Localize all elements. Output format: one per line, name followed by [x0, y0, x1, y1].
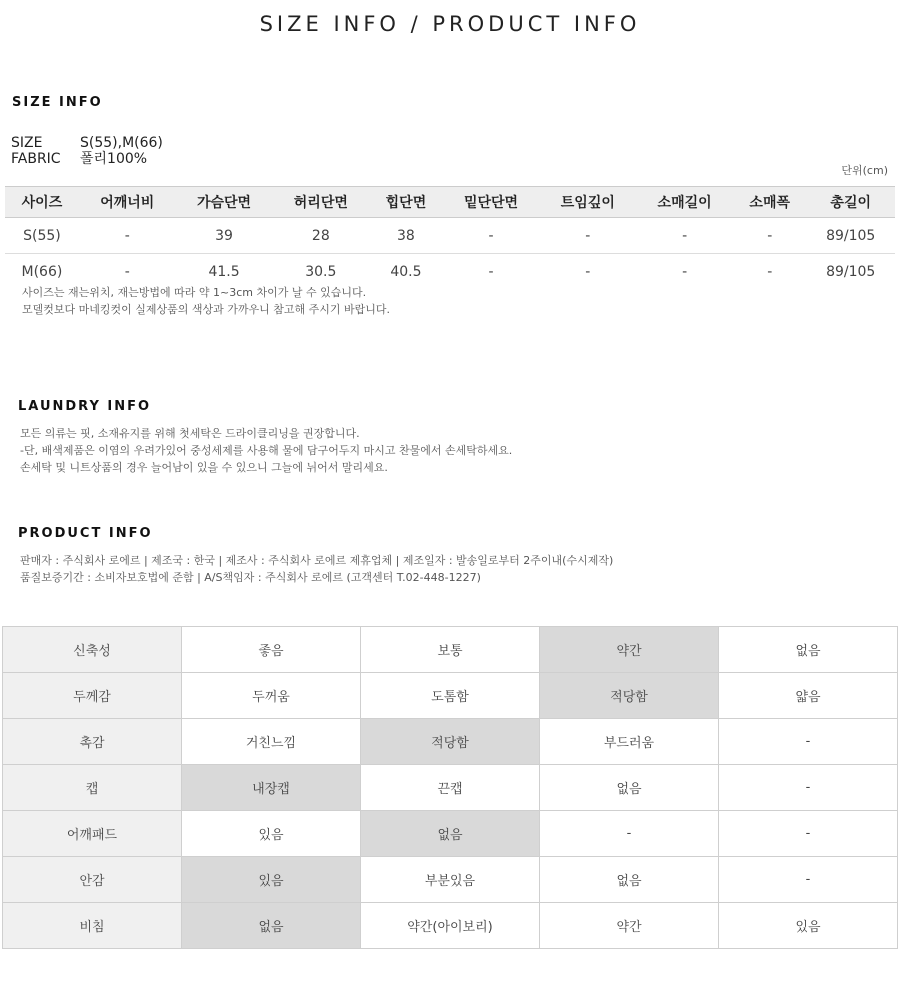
spec-size-value: S(55),M(66)	[80, 135, 163, 151]
size-table-header: 허리단면	[272, 187, 369, 218]
feature-option: 도톰함	[361, 673, 540, 719]
feature-option: 약간	[540, 903, 719, 949]
size-table	[5, 186, 895, 289]
feature-label: 캡	[3, 765, 182, 811]
size-table-header: 소매길이	[636, 187, 733, 218]
feature-row	[3, 719, 898, 765]
feature-option: -	[719, 811, 898, 857]
feature-row	[3, 903, 898, 949]
table-cell: 30.5	[305, 263, 337, 280]
laundry-note-line: 모든 의류는 핏, 소재유지를 위해 첫세탁은 드라이클리닝을 권장합니다.	[20, 427, 360, 440]
feature-option: -	[719, 857, 898, 903]
feature-option: 있음	[719, 903, 898, 949]
size-table-header: 총길이	[806, 187, 895, 218]
feature-option: 약간	[540, 627, 719, 673]
size-table-header: 밑단단면	[443, 187, 540, 218]
feature-label: 비침	[3, 903, 182, 949]
feature-option: 보통	[361, 627, 540, 673]
feature-option: 거친느낌	[182, 719, 361, 765]
feature-option: 적당함	[540, 673, 719, 719]
size-info-heading: SIZE INFO	[12, 95, 103, 110]
feature-option: 없음	[719, 627, 898, 673]
spec-size	[11, 135, 163, 151]
size-note-line: 모델컷보다 마네킹컷이 실제상품의 색상과 가까우니 참고해 주시기 바랍니다.	[22, 303, 391, 316]
unit-label: 단위(cm)	[841, 164, 888, 177]
feature-option: 있음	[182, 811, 361, 857]
feature-option: -	[719, 719, 898, 765]
feature-row	[3, 857, 898, 903]
product-info-heading: PRODUCT INFO	[18, 526, 153, 541]
feature-option: 적당함	[361, 719, 540, 765]
feature-row	[3, 673, 898, 719]
size-table-header: 소매폭	[733, 187, 806, 218]
size-table-header: 힙단면	[369, 187, 442, 218]
feature-table	[2, 626, 898, 949]
table-cell: -	[682, 263, 688, 280]
size-table-header-row	[5, 187, 895, 218]
spec-fabric	[11, 151, 147, 167]
feature-label: 촉감	[3, 719, 182, 765]
feature-option: 부드러움	[540, 719, 719, 765]
feature-option: -	[719, 765, 898, 811]
table-cell: 41.5	[208, 263, 240, 280]
size-note-line: 사이즈는 재는위치, 재는방법에 따라 약 1~3cm 차이가 날 수 있습니다.	[22, 286, 367, 299]
table-cell: 28	[272, 218, 369, 254]
feature-option: 내장캡	[182, 765, 361, 811]
size-table-header: 가슴단면	[176, 187, 273, 218]
table-cell: -	[124, 263, 130, 280]
feature-option: 없음	[540, 765, 719, 811]
feature-option: 없음	[361, 811, 540, 857]
size-table-header: 트임깊이	[539, 187, 636, 218]
table-cell: -	[585, 263, 591, 280]
feature-option: 좋음	[182, 627, 361, 673]
feature-option: 있음	[182, 857, 361, 903]
product-note-line: 품질보증기간 : 소비자보호법에 준함 | A/S책임자 : 주식회사 로에르 (고객센터 T.02-448-1227)	[20, 571, 481, 584]
feature-row	[3, 627, 898, 673]
laundry-note-line: 손세탁 및 니트상품의 경우 늘어남이 있을 수 있으니 그늘에 뉘어서 말리세요.	[20, 461, 388, 474]
laundry-note-line: -단, 배색제품은 이염의 우려가있어 중성세제를 사용해 물에 담구어두지 마시고 찬물에서 손세탁하세요.	[20, 444, 513, 457]
table-cell: -	[79, 218, 176, 254]
spec-fabric-value: 폴리100%	[80, 151, 148, 167]
product-note-line: 판매자 : 주식회사 로에르 | 제조국 : 한국 | 제조사 : 주식회사 로에르 제휴업체 | 제조일자 : 발송일로부터 2주이내(수시제작)	[20, 554, 614, 567]
table-cell: S(55)	[5, 218, 79, 254]
table-cell: -	[636, 218, 733, 254]
size-table-header: 어깨너비	[79, 187, 176, 218]
table-cell: M(66)	[21, 263, 63, 280]
table-cell: -	[767, 263, 773, 280]
table-cell: -	[539, 218, 636, 254]
feature-option: 약간(아이보리)	[361, 903, 540, 949]
table-cell: 38	[369, 218, 442, 254]
size-notes	[22, 284, 390, 318]
size-table-header: 사이즈	[5, 187, 79, 218]
table-row	[5, 218, 895, 254]
feature-option: 없음	[540, 857, 719, 903]
laundry-notes	[20, 425, 512, 476]
page-title: SIZE INFO / PRODUCT INFO	[259, 12, 641, 36]
feature-option: 없음	[182, 903, 361, 949]
feature-row	[3, 765, 898, 811]
product-notes	[20, 552, 613, 586]
spec-fabric-key: FABRIC	[11, 151, 61, 167]
table-cell: 40.5	[390, 263, 422, 280]
feature-row	[3, 811, 898, 857]
feature-option: 부분있음	[361, 857, 540, 903]
feature-option: 두꺼움	[182, 673, 361, 719]
table-cell: -	[443, 218, 540, 254]
table-cell: -	[733, 218, 806, 254]
laundry-info-heading: LAUNDRY INFO	[18, 399, 152, 414]
feature-option: 끈캡	[361, 765, 540, 811]
feature-label: 신축성	[3, 627, 182, 673]
feature-option: 얇음	[719, 673, 898, 719]
feature-option: -	[540, 811, 719, 857]
table-cell: 89/105	[806, 218, 895, 254]
table-cell: 39	[176, 218, 273, 254]
feature-label: 어깨패드	[3, 811, 182, 857]
feature-label: 두께감	[3, 673, 182, 719]
table-cell: -	[488, 263, 494, 280]
feature-label: 안감	[3, 857, 182, 903]
table-cell: 89/105	[826, 263, 876, 280]
spec-size-key: SIZE	[11, 135, 43, 151]
